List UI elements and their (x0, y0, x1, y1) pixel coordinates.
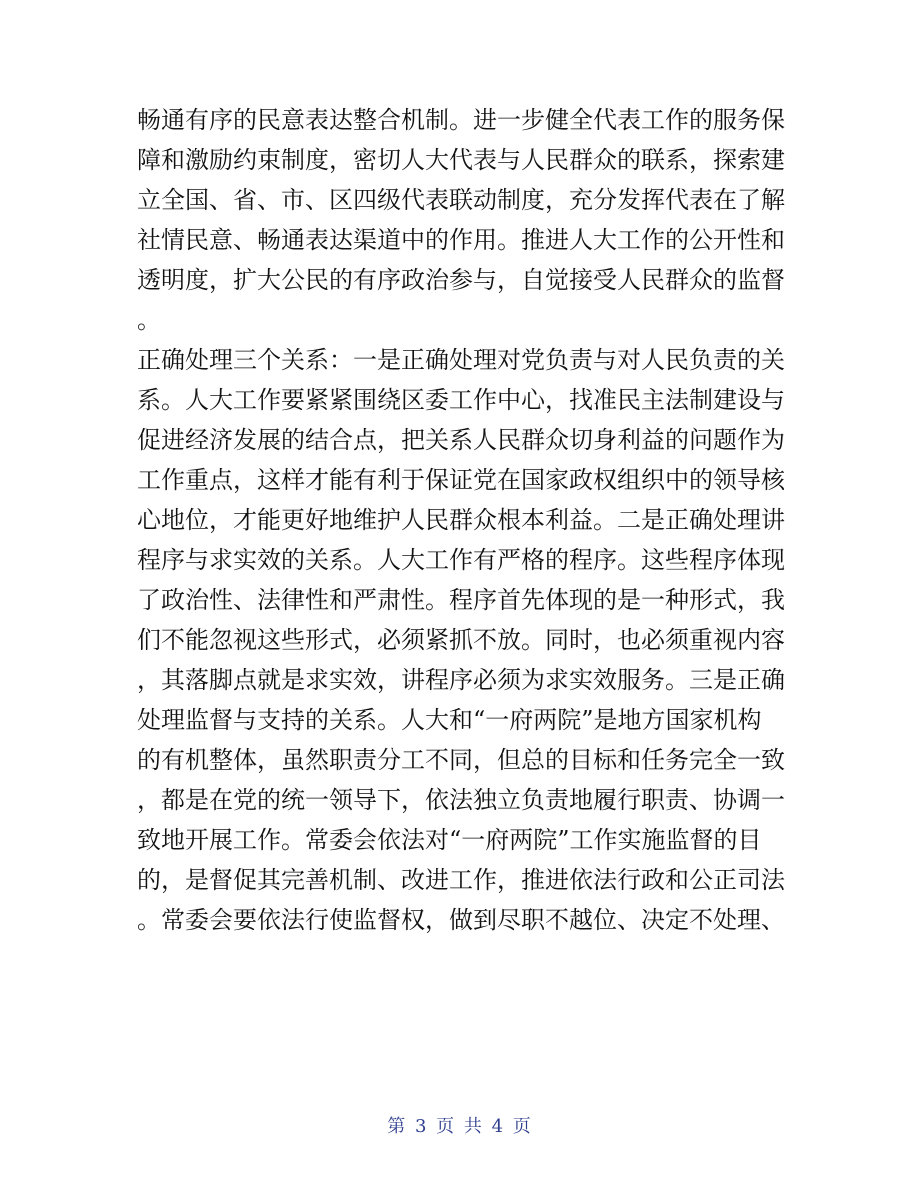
text-line: 透明度，扩大公民的有序政治参与，自觉接受人民群众的监督 (137, 266, 785, 294)
text-line: 。常委会要依法行使监督权，做到尽职不越位、决定不处理、 (137, 906, 785, 934)
text-line: 正确处理三个关系：一是正确处理对党负责与对人民负责的关 (137, 346, 785, 374)
text-line: 处理监督与支持的关系。人大和“一府两院”是地方国家机构 (137, 706, 762, 734)
text-line: 系。人大工作要紧紧围绕区委工作中心，找准民主法制建设与 (137, 386, 785, 414)
text-line: 程序与求实效的关系。人大工作有严格的程序。这些程序体现 (137, 546, 785, 574)
text-line: 障和激励约束制度，密切人大代表与人民群众的联系，探索建 (137, 146, 785, 174)
text-line: 的有机整体，虽然职责分工不同，但总的目标和任务完全一致 (137, 746, 785, 774)
text-line: ，其落脚点就是求实效，讲程序必须为求实效服务。三是正确 (137, 666, 785, 694)
text-line: 了政治性、法律性和严肃性。程序首先体现的是一种形式，我 (137, 586, 785, 614)
text-line: 工作重点，这样才能有利于保证党在国家政权组织中的领导核 (137, 466, 785, 494)
text-line: ，都是在党的统一领导下，依法独立负责地履行职责、协调一 (137, 786, 785, 814)
text-line: 立全国、省、市、区四级代表联动制度，充分发挥代表在了解 (137, 186, 785, 214)
text-line: 促进经济发展的结合点，把关系人民群众切身利益的问题作为 (137, 426, 785, 454)
text-line: 畅通有序的民意表达整合机制。进一步健全代表工作的服务保 (137, 106, 785, 134)
page-number-footer: 第 3 页 共 4 页 (387, 1116, 533, 1137)
text-line: 的，是督促其完善机制、改进工作，推进依法行政和公正司法 (137, 866, 785, 894)
text-line: 致地开展工作。常委会依法对“一府两院”工作实施监督的目 (137, 826, 762, 854)
text-line: 社情民意、畅通表达渠道中的作用。推进人大工作的公开性和 (137, 226, 785, 254)
text-line: 心地位，才能更好地维护人民群众根本利益。二是正确处理讲 (137, 506, 785, 534)
text-line: 们不能忽视这些形式，必须紧抓不放。同时，也必须重视内容 (137, 626, 785, 654)
text-line: 。 (137, 306, 161, 334)
